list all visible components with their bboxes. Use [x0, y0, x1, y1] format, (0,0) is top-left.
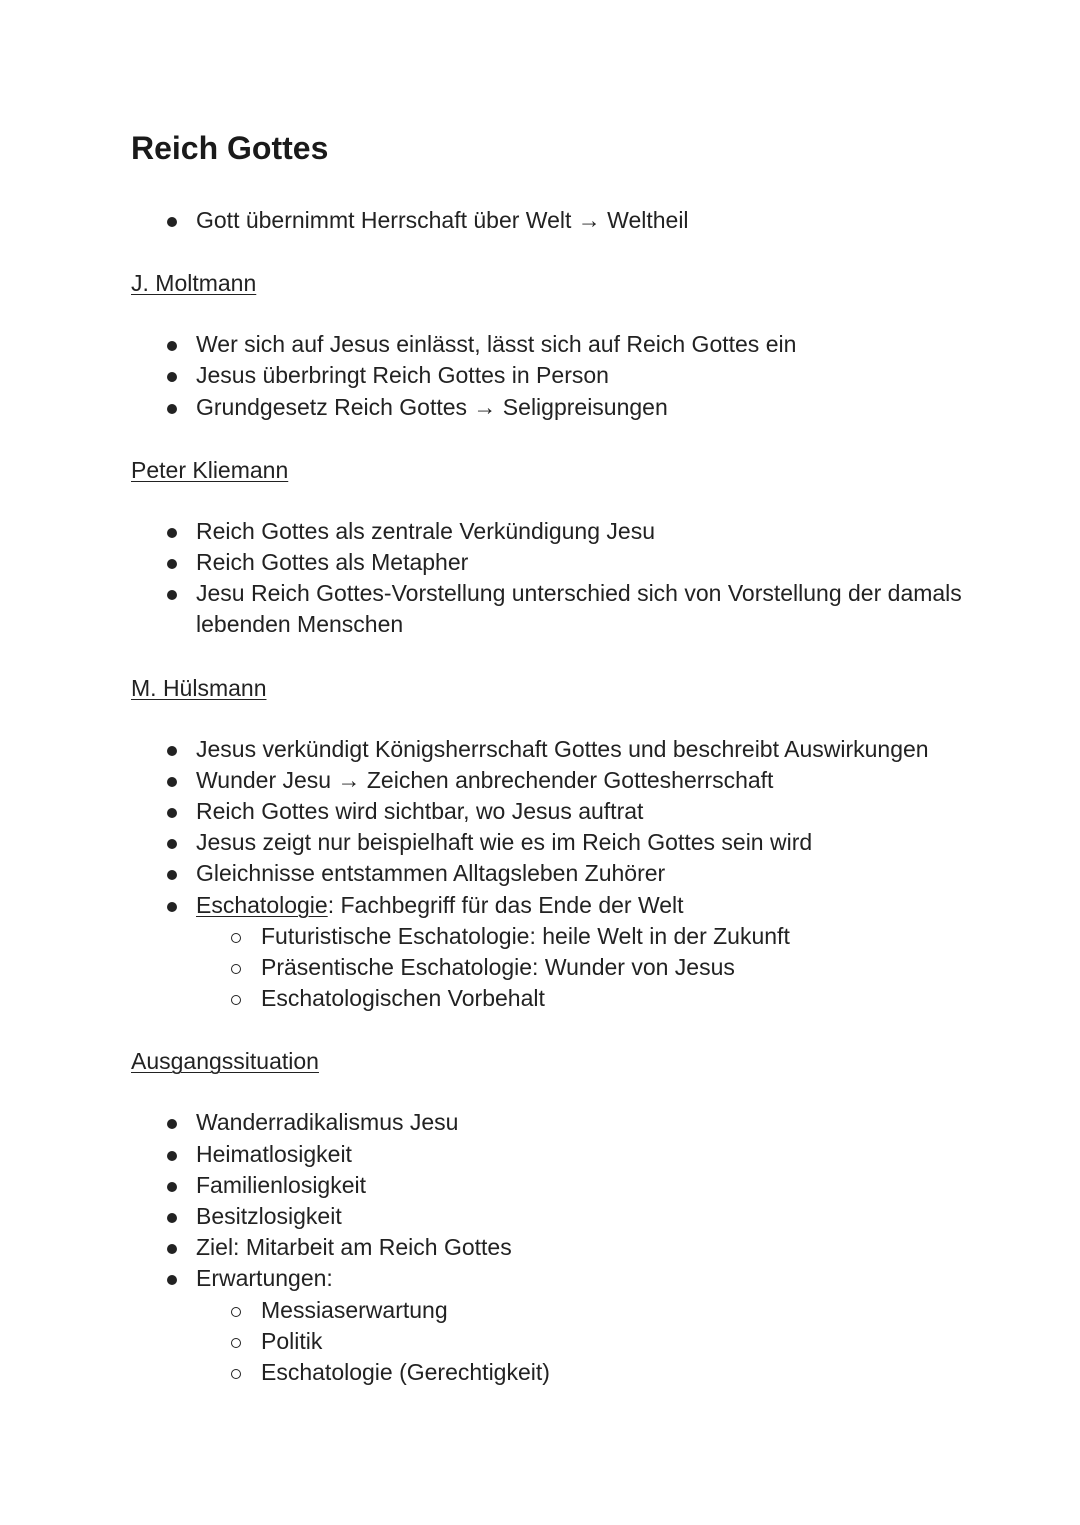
- sub-list-item: Präsentische Eschatologie: Wunder von Jesus: [131, 952, 1011, 983]
- sub-list-item: Futuristische Eschatologie: heile Welt in der Zukunft: [131, 921, 1011, 952]
- hollow-bullet-icon: [231, 995, 241, 1005]
- list-item: Heimatlosigkeit: [131, 1139, 1011, 1170]
- sub-list-item: Politik: [131, 1326, 1011, 1357]
- bullet-icon: [167, 746, 177, 756]
- bullet-icon: [167, 777, 177, 787]
- bullet-icon: [167, 1275, 177, 1285]
- list-item: Reich Gottes als Metapher: [131, 547, 1011, 578]
- list-item: Wer sich auf Jesus einlässt, lässt sich auf Reich Gottes ein: [131, 329, 1011, 360]
- bullet-icon: [167, 1151, 177, 1161]
- term-definition: : Fachbegriff für das Ende der Welt: [327, 891, 684, 918]
- bullet-icon: [167, 1213, 177, 1223]
- bullet-icon: [167, 808, 177, 818]
- moltmann-list: [131, 329, 1011, 423]
- list-item: Jesus überbringt Reich Gottes in Person: [131, 360, 1011, 391]
- document-page: [131, 128, 1011, 1388]
- bullet-icon: [167, 341, 177, 351]
- list-item: Wunder Jesu → Zeichen anbrechender Gottesherrschaft: [131, 765, 1011, 796]
- list-item: Ziel: Mitarbeit am Reich Gottes: [131, 1232, 1011, 1263]
- list-item: Besitzlosigkeit: [131, 1201, 1011, 1232]
- section-heading-huelsmann: M. Hülsmann: [131, 674, 267, 701]
- bullet-icon: [167, 839, 177, 849]
- list-item: Grundgesetz Reich Gottes → Seligpreisungen: [131, 392, 1011, 423]
- list-item: Gleichnisse entstammen Alltagsleben Zuhörer: [131, 858, 1011, 889]
- bullet-icon: [167, 217, 177, 227]
- hollow-bullet-icon: [231, 1369, 241, 1379]
- bullet-icon: [167, 902, 177, 912]
- list-item: Erwartungen:: [131, 1263, 1011, 1294]
- bullet-icon: [167, 870, 177, 880]
- list-item: Gott übernimmt Herrschaft über Welt → Weltheil: [131, 205, 1011, 236]
- list-item: Reich Gottes als zentrale Verkündigung Jesu: [131, 516, 1011, 547]
- sub-list-item: Messiaserwartung: [131, 1295, 1011, 1326]
- hollow-bullet-icon: [231, 933, 241, 943]
- bullet-icon: [167, 1182, 177, 1192]
- ausgangssituation-list: [131, 1107, 1011, 1388]
- list-item: Jesus zeigt nur beispielhaft wie es im Reich Gottes sein wird: [131, 827, 1011, 858]
- term-eschatologie: Eschatologie: [196, 891, 328, 918]
- list-item: Familienlosigkeit: [131, 1170, 1011, 1201]
- section-heading-ausgangssituation: Ausgangssituation: [131, 1048, 319, 1075]
- hollow-bullet-icon: [231, 1307, 241, 1317]
- bullet-icon: [167, 404, 177, 414]
- bullet-icon: [167, 528, 177, 538]
- bullet-icon: [167, 372, 177, 382]
- hollow-bullet-icon: [231, 964, 241, 974]
- list-item: Jesus verkündigt Königsherrschaft Gottes und beschreibt Auswirkungen: [131, 734, 1011, 765]
- sub-list-item: Eschatologischen Vorbehalt: [131, 983, 1011, 1014]
- sub-list-item: Eschatologie (Gerechtigkeit): [131, 1357, 1011, 1388]
- bullet-icon: [167, 590, 177, 600]
- bullet-icon: [167, 559, 177, 569]
- list-item-eschatologie: [131, 890, 1011, 921]
- bullet-icon: [167, 1244, 177, 1254]
- list-item: Reich Gottes wird sichtbar, wo Jesus auftrat: [131, 796, 1011, 827]
- intro-list: [131, 205, 1011, 236]
- hollow-bullet-icon: [231, 1338, 241, 1348]
- page-title: Reich Gottes: [131, 130, 329, 166]
- section-heading-kliemann: Peter Kliemann: [131, 456, 289, 483]
- list-item: Wanderradikalismus Jesu: [131, 1107, 1011, 1138]
- huelsmann-list: [131, 734, 1011, 1015]
- list-item: Jesu Reich Gottes-Vorstellung unterschied sich von Vorstellung der damals lebenden Menschen: [131, 578, 976, 640]
- bullet-icon: [167, 1119, 177, 1129]
- section-heading-moltmann: J. Moltmann: [131, 270, 257, 297]
- kliemann-list: [131, 516, 1011, 641]
